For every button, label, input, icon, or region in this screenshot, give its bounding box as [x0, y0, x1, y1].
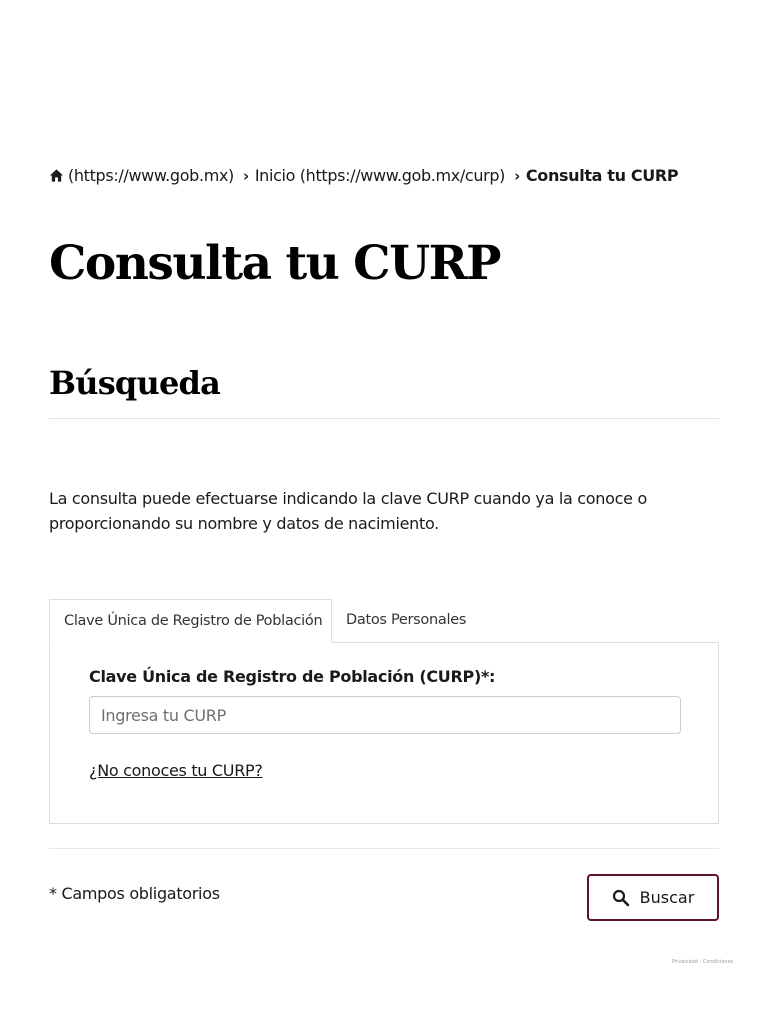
tab-curp[interactable]: Clave Única de Registro de Población	[49, 599, 332, 643]
intro-text: La consulta puede efectuarse indicando la clave CURP cuando ya la conoce o proporcionando su nombre y datos de nacimiento.	[49, 489, 647, 533]
terms-link[interactable]: Condiciones	[702, 959, 734, 965]
breadcrumb-home-link[interactable]	[49, 166, 234, 185]
footer-separator: -	[699, 959, 702, 965]
breadcrumb-current: Consulta tu CURP	[525, 166, 679, 185]
section-divider	[49, 418, 719, 419]
tab-datos-personales[interactable]: Datos Personales	[346, 612, 467, 628]
search-tabs	[49, 599, 719, 643]
no-curp-help-link[interactable]: ¿No conoces tu CURP?	[89, 761, 263, 780]
search-button-label: Buscar	[639, 888, 695, 907]
breadcrumb-inicio-link[interactable]: Inicio (https://www.gob.mx/curp)	[254, 166, 506, 185]
breadcrumb-home-label: (https://www.gob.mx)	[68, 166, 234, 185]
footer-links	[672, 959, 733, 965]
breadcrumb	[49, 166, 678, 185]
page-title: Consulta tu CURP	[49, 236, 500, 291]
curp-input[interactable]	[89, 696, 681, 734]
breadcrumb-separator: ›	[242, 166, 249, 185]
search-icon	[612, 889, 630, 907]
required-fields-note: * Campos obligatorios	[49, 884, 220, 903]
home-icon	[49, 168, 64, 183]
privacy-link[interactable]: Privacidad	[672, 959, 698, 965]
curp-field-label: Clave Única de Registro de Población (CURP)*:	[89, 667, 496, 686]
tab-panel-curp	[49, 642, 719, 824]
search-button[interactable]	[587, 874, 719, 921]
form-divider	[49, 848, 719, 849]
breadcrumb-separator: ›	[514, 166, 520, 185]
section-title: Búsqueda	[49, 364, 221, 402]
